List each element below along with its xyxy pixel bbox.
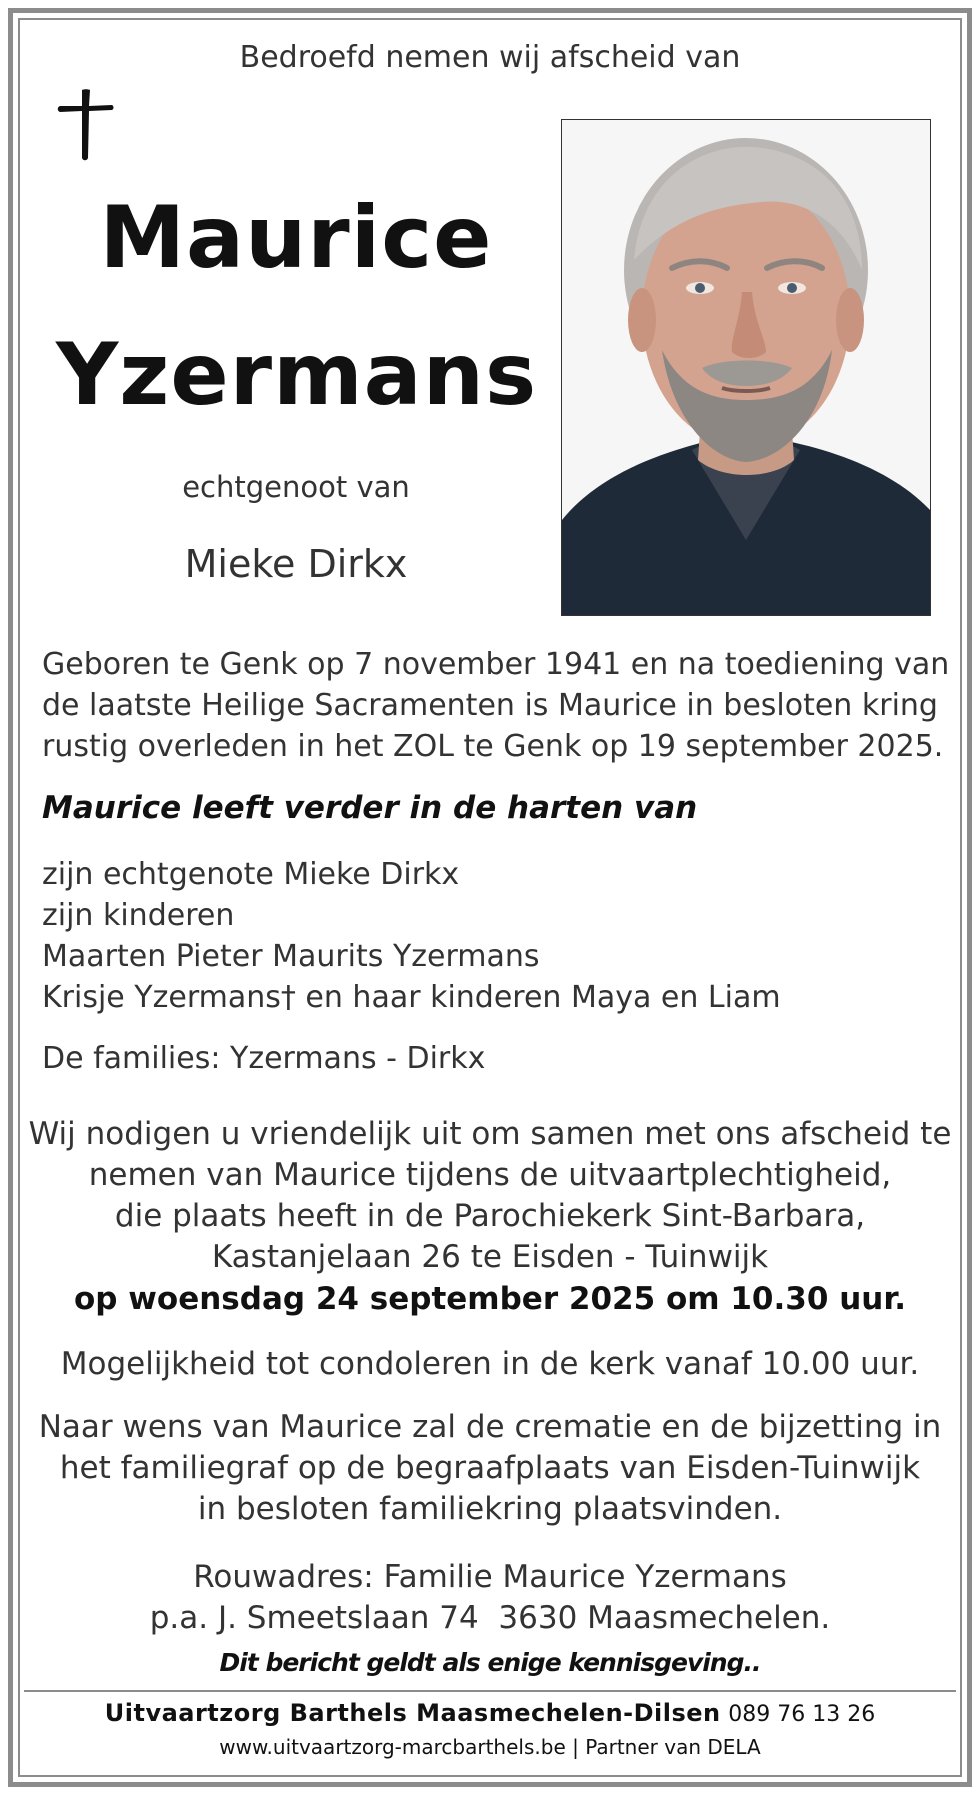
cremation-line: in besloten familiekring plaatsvinden. <box>197 1491 783 1527</box>
ceremony-date: op woensdag 24 september 2025 om 10.30 uur. <box>74 1281 906 1317</box>
funeral-company <box>0 1699 980 1727</box>
footer-divider <box>24 1690 956 1692</box>
birth-line: Geboren te Genk op 7 november 1941 en na toediening van <box>42 647 950 682</box>
spouse-label: echtgenoot van <box>182 470 410 504</box>
families-line: De families: Yzermans - Dirkx <box>42 1041 486 1076</box>
portrait-illustration <box>562 120 930 615</box>
mourning-address <box>0 1557 980 1639</box>
deceased-last-name: Yzermans <box>56 325 538 425</box>
invitation-paragraph <box>0 1114 980 1278</box>
company-name: Uitvaartzorg Barthels Maasmechelen-Dilsen <box>104 1699 721 1727</box>
address-line: Rouwadres: Familie Maurice Yzermans <box>193 1559 787 1595</box>
lives-on-heading: Maurice leeft verder in de harten van <box>42 790 698 826</box>
family-line: zijn echtgenote Mieke Dirkx <box>42 857 460 892</box>
notice-line: Dit bericht geldt als enige kennisgeving.. <box>219 1648 761 1677</box>
invite-line: die plaats heeft in de Parochiekerk Sint-Barbara, <box>114 1198 866 1234</box>
cremation-paragraph <box>0 1407 980 1530</box>
family-line: Krisje Yzermans† en haar kinderen Maya en Liam <box>42 980 781 1015</box>
spouse-name: Mieke Dirkx <box>184 542 408 586</box>
birth-line: rustig overleden in het ZOL te Genk op 19 september 2025. <box>42 729 944 764</box>
website-line[interactable]: www.uitvaartzorg-marcbarthels.be | Partner van DELA <box>219 1735 761 1759</box>
family-line: zijn kinderen <box>42 898 235 933</box>
family-list <box>42 854 781 1018</box>
cremation-line: Naar wens van Maurice zal de crematie en de bijzetting in <box>38 1409 942 1445</box>
invite-line: Kastanjelaan 26 te Eisden - Tuinwijk <box>211 1239 769 1275</box>
portrait-photo <box>561 119 931 616</box>
birth-paragraph <box>42 644 949 767</box>
intro-text: Bedroefd nemen wij afscheid van <box>239 40 741 75</box>
address-line: p.a. J. Smeetslaan 74 3630 Maasmechelen. <box>149 1600 831 1636</box>
invite-line: nemen van Maurice tijdens de uitvaartplechtigheid, <box>88 1157 892 1193</box>
birth-line: de laatste Heilige Sacramenten is Maurice in besloten kring <box>42 688 938 723</box>
company-phone: 089 76 13 26 <box>728 1702 876 1727</box>
family-line: Maarten Pieter Maurits Yzermans <box>42 939 540 974</box>
deceased-first-name: Maurice <box>99 188 493 288</box>
cross-icon <box>54 88 118 162</box>
condolence-line: Mogelijkheid tot condoleren in de kerk vanaf 10.00 uur. <box>60 1346 920 1382</box>
cremation-line: het familiegraf op de begraafplaats van Eisden-Tuinwijk <box>59 1450 921 1486</box>
invite-line: Wij nodigen u vriendelijk uit om samen met ons afscheid te <box>28 1116 952 1152</box>
